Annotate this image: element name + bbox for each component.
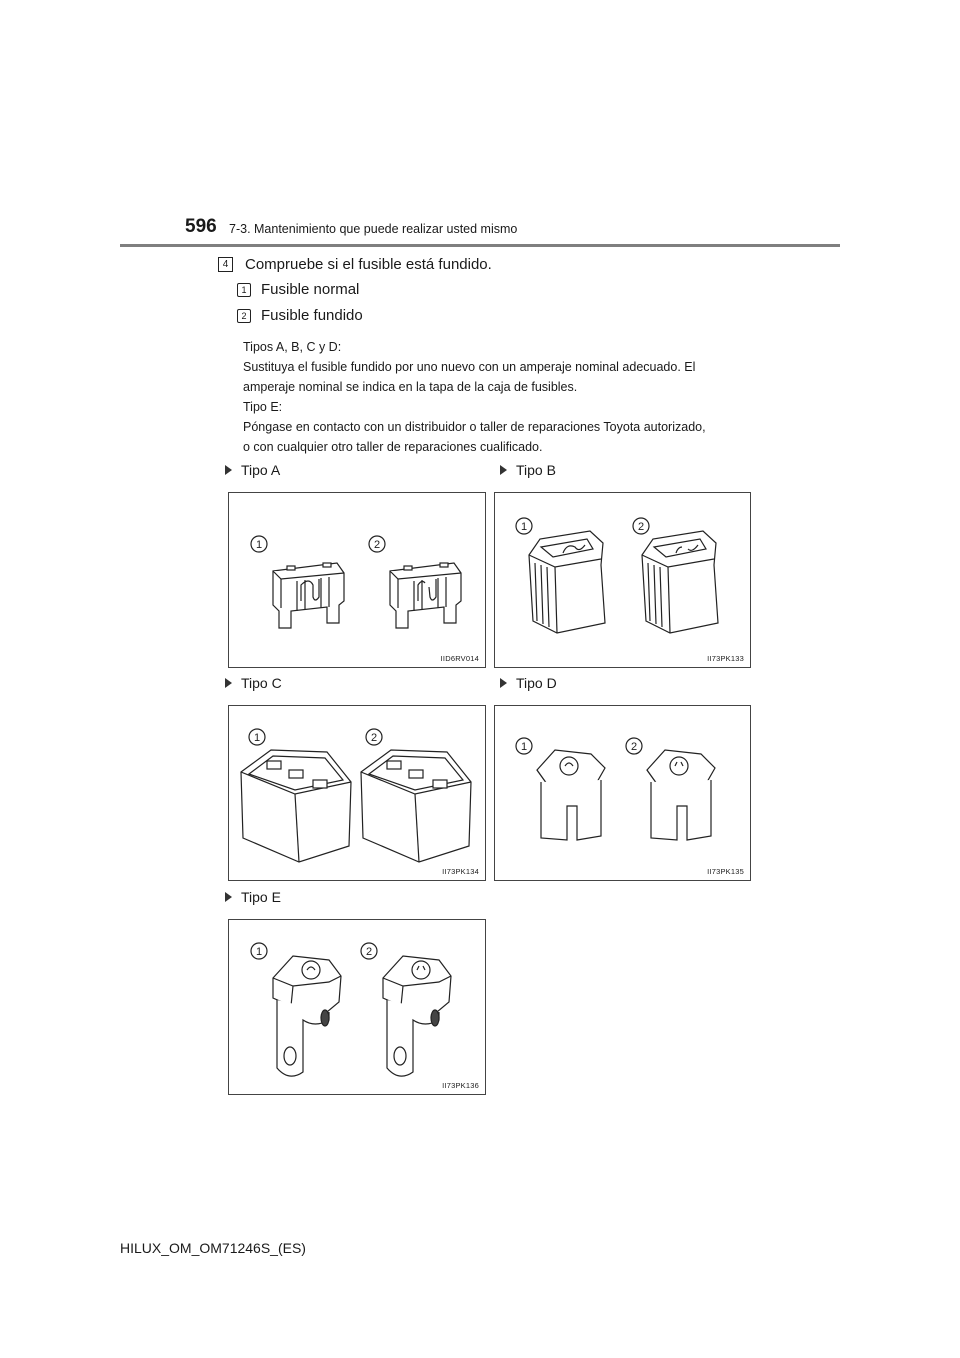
- fuse-normal-icon: [273, 563, 344, 628]
- fuse-type-e-illustration: [229, 920, 485, 1094]
- callout-2: 2: [370, 732, 378, 744]
- fuse-blown-icon: [361, 750, 471, 862]
- label-tipo-e: [225, 889, 281, 905]
- header-divider: [120, 244, 840, 247]
- item-fusible-fundido: [237, 307, 363, 324]
- item-number-box: 1: [237, 283, 251, 297]
- figure-tipo-a: [228, 492, 486, 668]
- section-title: 7-3. Mantenimiento que puede realizar usted mismo: [229, 222, 518, 236]
- paragraph-line: Póngase en contacto con un distribuidor o taller de reparaciones Toyota autorizado,: [243, 420, 706, 434]
- fuse-normal-icon: [241, 750, 351, 862]
- fuse-type-b-illustration: [495, 493, 750, 667]
- figure-label: Tipo A: [241, 462, 281, 478]
- figure-label: Tipo B: [516, 462, 556, 478]
- item-fusible-normal: [237, 281, 359, 298]
- figure-label: Tipo C: [241, 675, 282, 691]
- figure-code: IID6RV014: [440, 654, 479, 663]
- figure-tipo-b: [494, 492, 751, 668]
- callout-2: 2: [630, 741, 638, 753]
- callout-1: 1: [253, 732, 261, 744]
- callout-1: 1: [520, 741, 528, 753]
- page-number: 596: [185, 216, 217, 237]
- triangle-bullet-icon: [225, 678, 232, 688]
- triangle-bullet-icon: [500, 465, 507, 475]
- figure-code: II73PK134: [442, 867, 479, 876]
- footer-manual-code: HILUX_OM_OM71246S_(ES): [120, 1240, 306, 1256]
- paragraph-line: amperaje nominal se indica en la tapa de la caja de fusibles.: [243, 380, 578, 394]
- triangle-bullet-icon: [225, 465, 232, 475]
- fuse-normal-icon: [537, 750, 605, 840]
- label-tipo-d: [500, 675, 557, 691]
- label-tipo-a: [225, 462, 280, 478]
- callout-1: 1: [255, 946, 263, 958]
- paragraph-line: Tipo E:: [243, 400, 283, 414]
- figure-label: Tipo D: [516, 675, 557, 691]
- callout-1: 1: [520, 521, 528, 533]
- figure-code: II73PK133: [707, 654, 744, 663]
- fuse-blown-icon: [642, 531, 718, 633]
- paragraph-line: Tipos A, B, C y D:: [243, 340, 342, 354]
- callout-2: 2: [637, 521, 645, 533]
- fuse-blown-icon: [383, 956, 451, 1076]
- figure-tipo-e: [228, 919, 486, 1095]
- callout-1: 1: [255, 539, 263, 551]
- fuse-normal-icon: [273, 956, 341, 1076]
- figure-label: Tipo E: [241, 889, 281, 905]
- figure-tipo-c: [228, 705, 486, 881]
- fuse-type-d-illustration: [495, 706, 750, 880]
- fuse-type-c-illustration: [229, 706, 485, 880]
- step-text: Compruebe si el fusible está fundido.: [245, 256, 492, 273]
- triangle-bullet-icon: [225, 892, 232, 902]
- fuse-type-a-illustration: [229, 493, 485, 667]
- item-text: Fusible normal: [261, 281, 360, 298]
- step-number-box: 4: [218, 257, 233, 272]
- item-number-box: 2: [237, 309, 251, 323]
- paragraph-tipo-e: [243, 397, 748, 457]
- triangle-bullet-icon: [500, 678, 507, 688]
- callout-2: 2: [373, 539, 381, 551]
- callout-2: 2: [365, 946, 373, 958]
- paragraph-line: o con cualquier otro taller de reparaciones cualificado.: [243, 440, 543, 454]
- step-4: [218, 256, 492, 273]
- label-tipo-b: [500, 462, 556, 478]
- paragraph-line: Sustituya el fusible fundido por uno nuevo con un amperaje nominal adecuado. El: [243, 360, 696, 374]
- item-text: Fusible fundido: [261, 307, 363, 324]
- paragraph-tipos-abcd: [243, 337, 748, 397]
- figure-tipo-d: [494, 705, 751, 881]
- fuse-normal-icon: [529, 531, 605, 633]
- label-tipo-c: [225, 675, 282, 691]
- figure-code: II73PK135: [707, 867, 744, 876]
- fuse-blown-icon: [647, 750, 715, 840]
- figure-code: II73PK136: [442, 1081, 479, 1090]
- fuse-blown-icon: [390, 563, 461, 628]
